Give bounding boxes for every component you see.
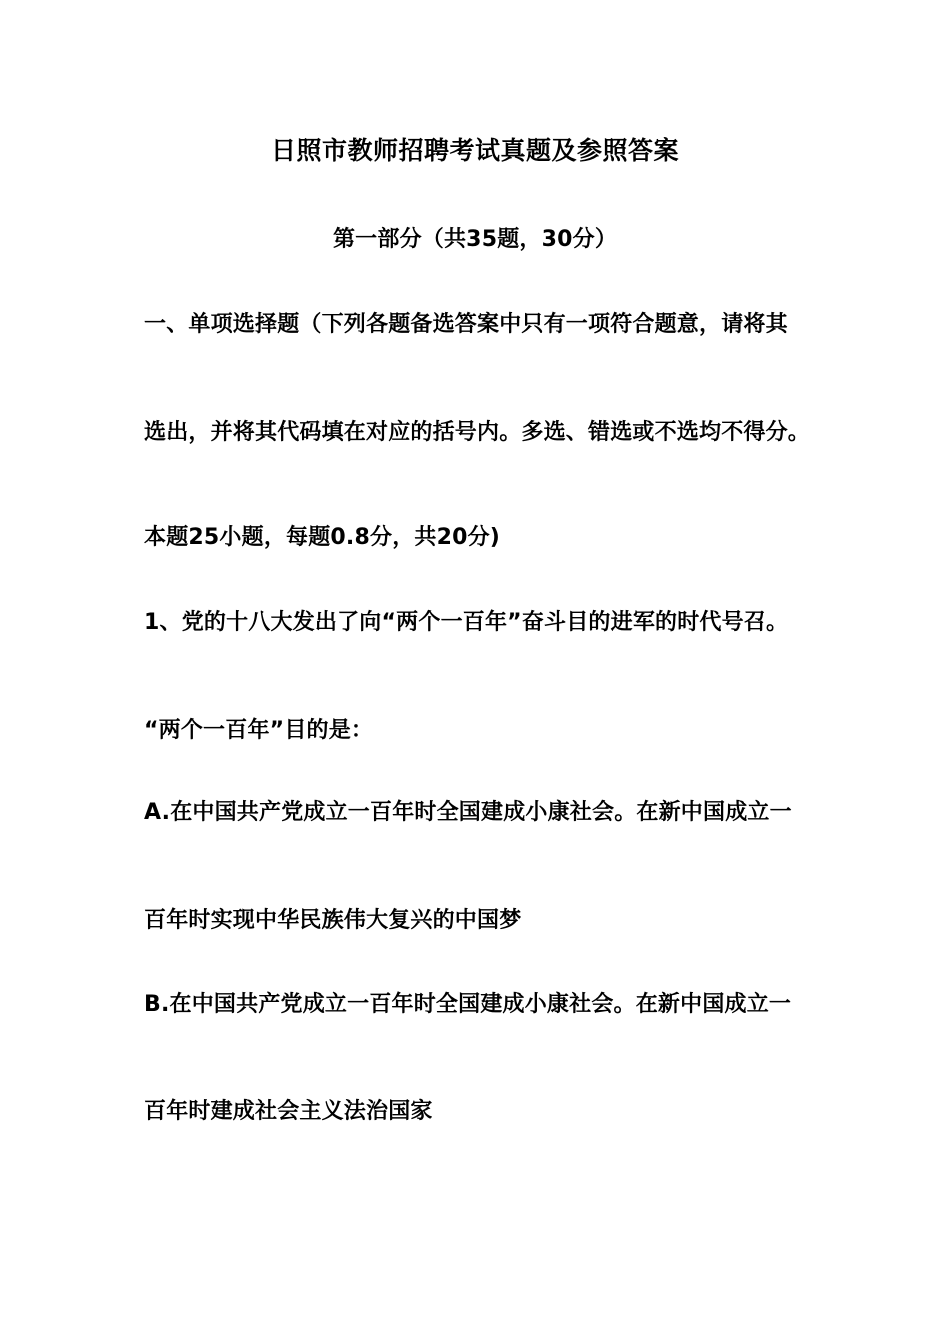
question-1-option-b-line-2: 百年时建成社会主义法治国家 (144, 1099, 433, 1124)
question-1-option-a-line-2: 百年时实现中华民族伟大复兴的中国梦 (144, 908, 522, 933)
section-instruction-line-3: 本题25小题，每题0.8分，共20分) (144, 525, 501, 550)
section-instruction-line-1: 一、单项选择题（下列各题备选答案中只有一项符合题意，请将其 (144, 312, 788, 337)
question-1-option-a-line-1: A.在中国共产党成立一百年时全国建成小康社会。在新中国成立一 (144, 800, 792, 825)
part-heading: 第一部分（共35题，30分） (332, 227, 618, 252)
question-1-stem-line-2: “两个一百年”目的是： (144, 718, 374, 743)
section-instruction-line-2: 选出，并将其代码填在对应的括号内。多选、错选或不选均不得分。 (144, 420, 811, 445)
document-title: 日照市教师招聘考试真题及参照答案 (270, 136, 679, 165)
question-1-stem-line-1: 1、党的十八大发出了向“两个一百年”奋斗目的进军的时代号召。 (144, 610, 789, 635)
question-1-option-b-line-1: B.在中国共产党成立一百年时全国建成小康社会。在新中国成立一 (144, 992, 792, 1017)
